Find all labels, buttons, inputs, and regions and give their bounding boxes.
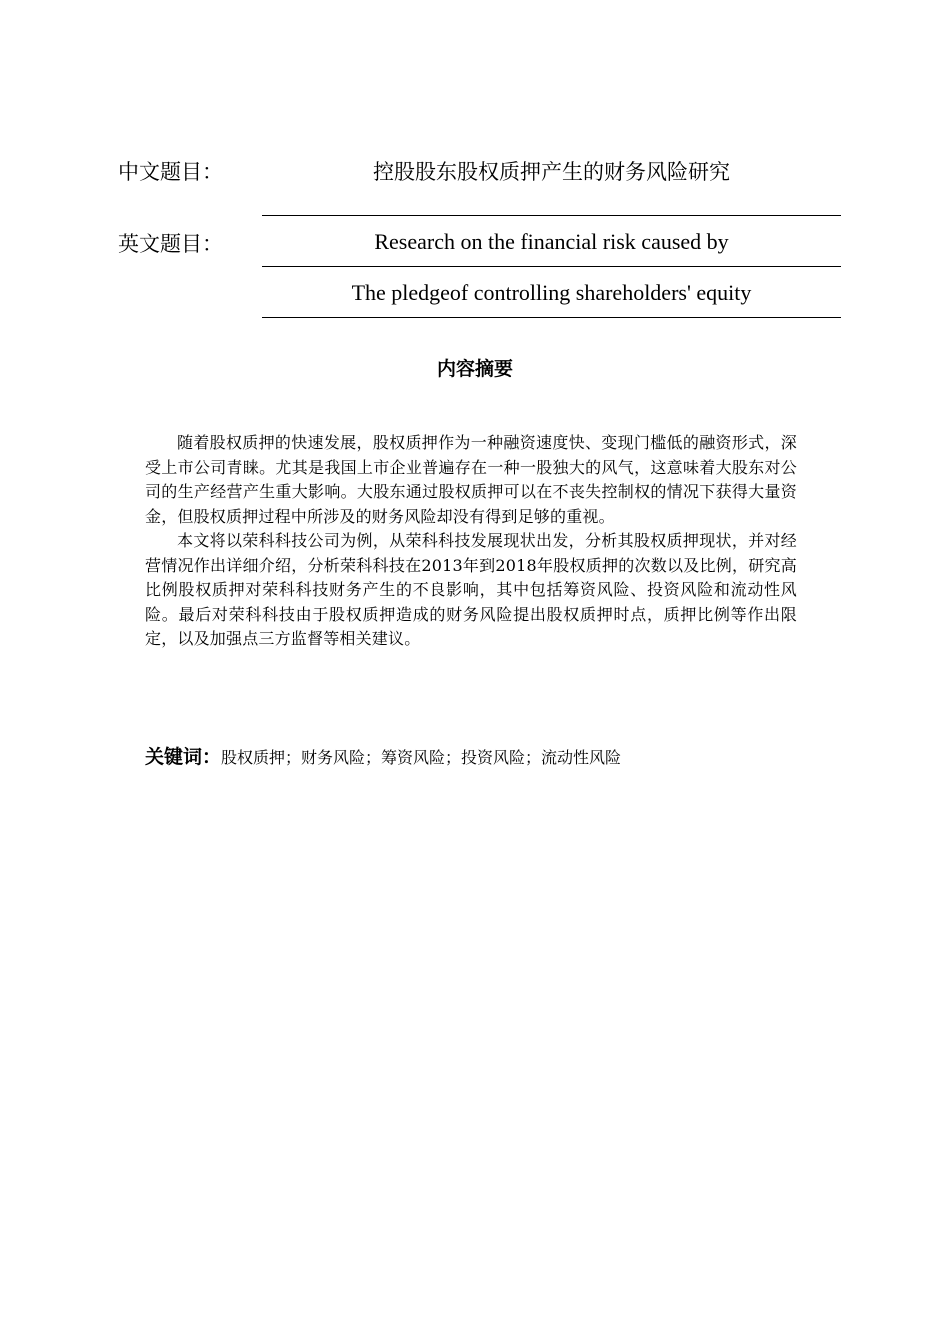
abstract-paragraph-1: 随着股权质押的快速发展，股权质押作为一种融资速度快、变现门槛低的融资形式，深受上市公司青睐。尤其是我国上市企业普遍存在一种一股独大的风气，这意味着大股东对公司的生产经营产生重大影响。大股东通过股权质押可以在不丧失控制权的情况下获得大量资金，但股权质押过程中所涉及的财务风险却没有得到足够的重视。 (145, 433, 797, 526)
abstract-body (145, 431, 797, 652)
english-title-line-2: The pledgeof controlling shareholders' equity (351, 280, 752, 305)
chinese-title: 控股股东股权质押产生的财务风险研究 (373, 160, 730, 184)
keywords-label: 关键词： (145, 746, 222, 768)
title-rule-middle (262, 266, 841, 267)
title-rule-bottom (262, 317, 841, 318)
abstract-heading: 内容摘要 (436, 358, 513, 380)
chinese-title-label: 中文题目： (118, 160, 223, 184)
abstract-paragraph-2: 本文将以荣科科技公司为例，从荣科科技发展现状出发，分析其股权质押现状，并对经营情况作出详细介绍，分析荣科科技在2013年到2018年股权质押的次数以及比例，研究高比例股权质押对荣科科技财务产生的不良影响，其中包括筹资风险、投资风险和流动性风险。最后对荣科科技由于股权质押造成的财务风险提出股权质押时点，质押比例等作出限定，以及加强点三方监督等相关建议。 (145, 531, 797, 648)
title-rule-top (262, 215, 841, 216)
english-title-line-1: Research on the financial risk caused by (374, 229, 729, 254)
keywords-text: 股权质押；财务风险；筹资风险；投资风险；流动性风险 (221, 748, 622, 767)
keywords-line (145, 742, 805, 769)
english-title-label: 英文题目： (118, 232, 223, 256)
